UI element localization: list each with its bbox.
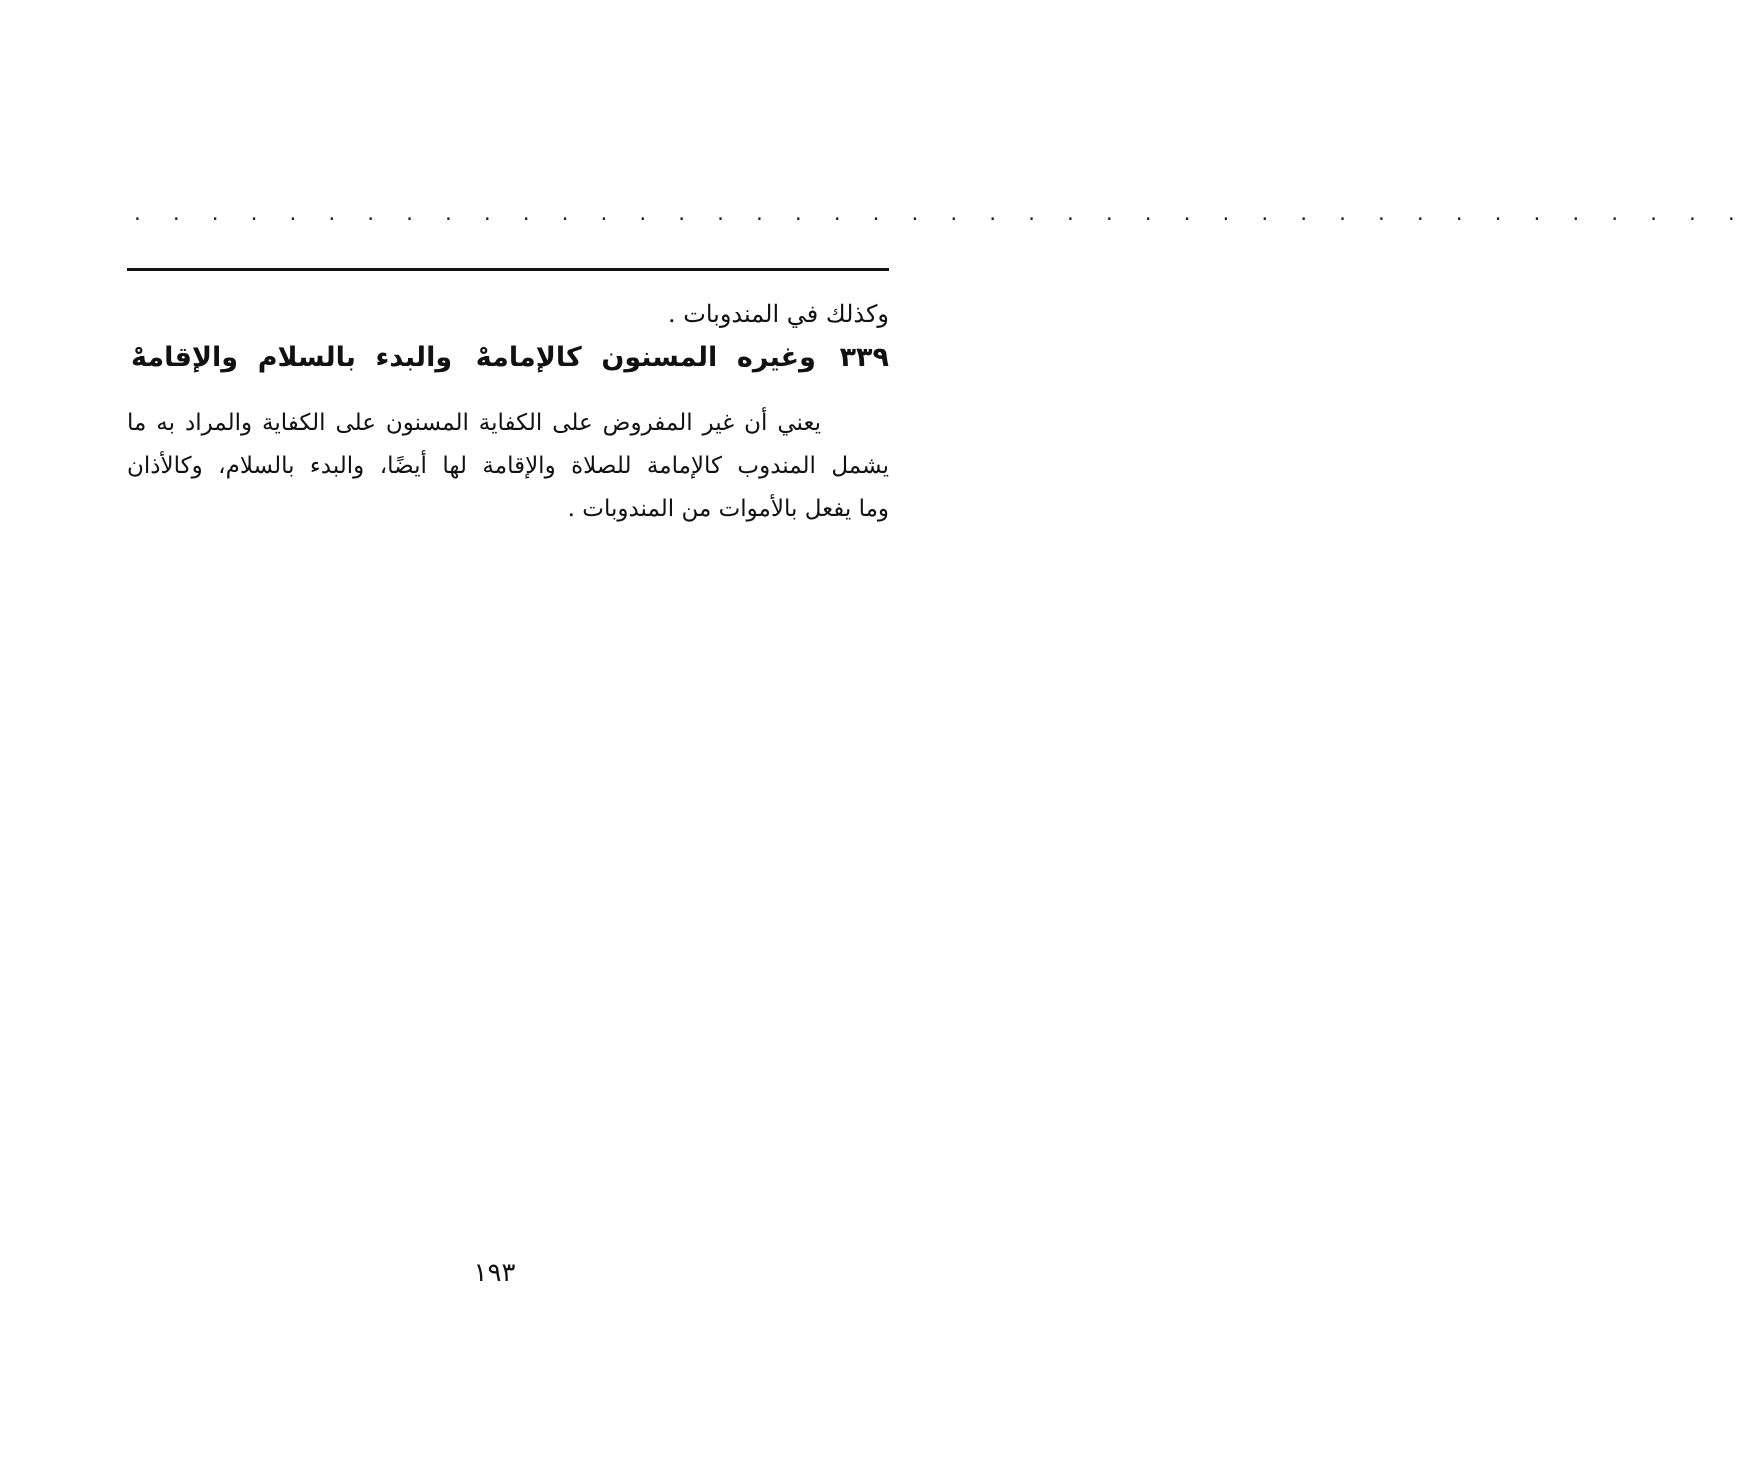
page-number: ١٩٣: [473, 1258, 516, 1288]
commentary-line: يعني أن غير المفروض على الكفاية المسنون على الكفاية والمراد به ما: [127, 410, 821, 436]
verse-number: ٣٣٩: [839, 342, 890, 373]
verse-heading: [127, 342, 889, 373]
verse-first-hemistich: وغيره المسنون كالإمامهْ: [475, 342, 816, 373]
footnote-separator-dots: . . . . . . . . . . . . . . . . . . . . . . . . . . . . . . . . . . . . . . . . . .: [132, 204, 1745, 225]
commentary-line: وما يفعل بالأموات من المندوبات .: [567, 496, 889, 522]
horizontal-rule: [127, 268, 889, 271]
continuation-line: وكذلك في المندوبات .: [667, 300, 889, 328]
commentary-paragraph: [127, 402, 889, 531]
commentary-line: يشمل المندوب كالإمامة للصلاة والإقامة لها أيضًا، والبدء بالسلام، وكالأذان: [127, 453, 889, 479]
verse-second-hemistich: والبدء بالسلام والإقامهْ: [131, 342, 453, 373]
